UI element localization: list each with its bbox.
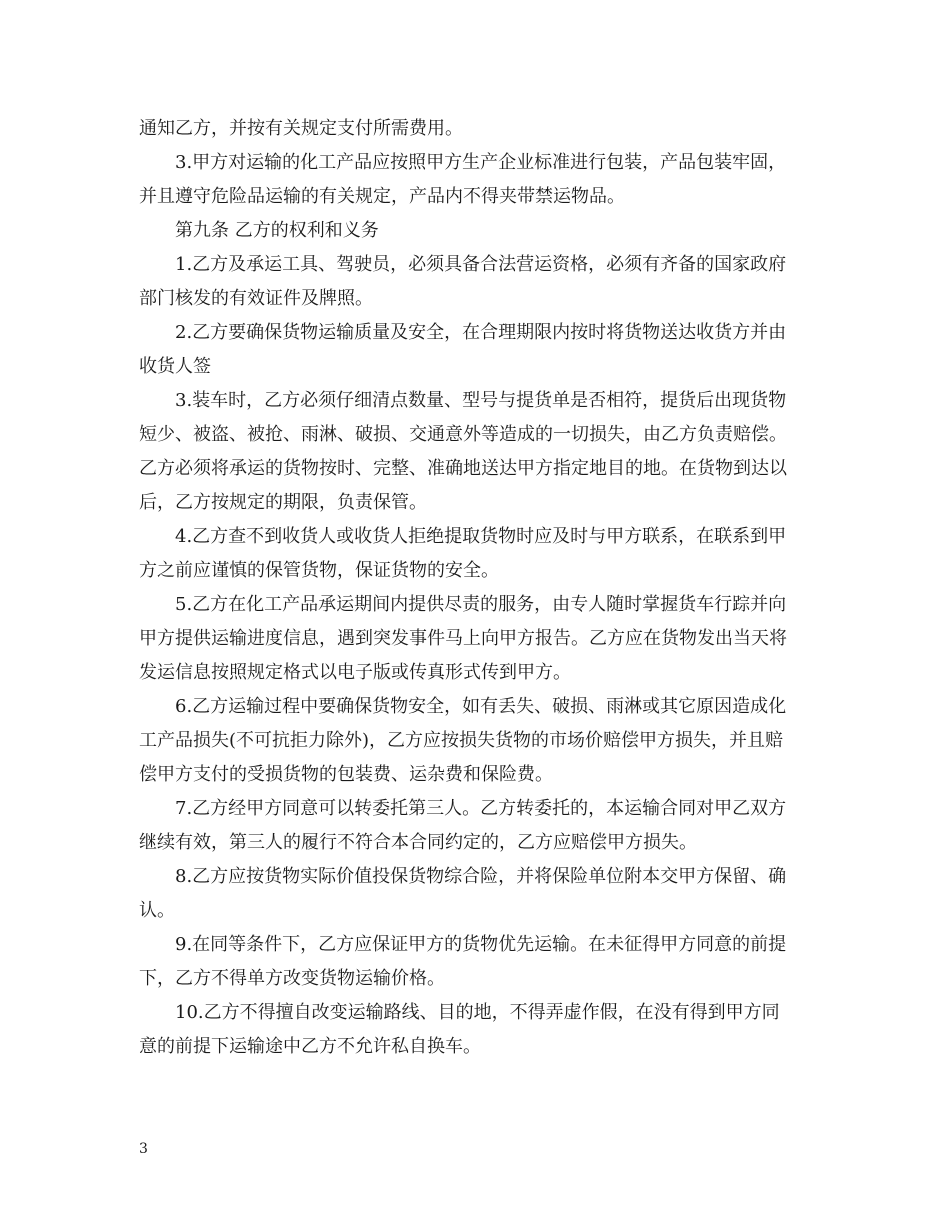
text-line: 方之前应谨慎的保管货物，保证货物的安全。 <box>139 560 499 581</box>
text-line: 收货人签 <box>139 356 211 377</box>
paragraph-clause-7 <box>139 792 814 860</box>
paragraph-fee-notice <box>139 112 814 146</box>
paragraph-clause-9 <box>139 928 814 996</box>
paragraph-clause-5 <box>139 588 814 690</box>
text-line: 3.甲方对运输的化工产品应按照甲方生产企业标准进行包装，产品包装牢固， <box>175 152 787 173</box>
text-line: 第九条 乙方的权利和义务 <box>175 220 379 241</box>
text-line: 2.乙方要确保货物运输质量及安全，在合理期限内按时将货物送达收货方并由 <box>175 322 787 343</box>
text-line: 7.乙方经甲方同意可以转委托第三人。乙方转委托的，本运输合同对甲乙双方 <box>175 798 787 819</box>
text-line: 1.乙方及承运工具、驾驶员，必须具备合法营运资格，必须有齐备的国家政府 <box>175 254 787 275</box>
text-line: 乙方必须将承运的货物按时、完整、准确地送达甲方指定地目的地。在货物到达以 <box>139 458 787 479</box>
text-line: 并且遵守危险品运输的有关规定，产品内不得夹带禁运物品。 <box>139 186 625 207</box>
text-line: 发运信息按照规定格式以电子版或传真形式传到甲方。 <box>139 662 571 683</box>
page-number: 3 <box>139 1141 148 1157</box>
text-line: 工产品损失(不可抗拒力除外)，乙方应按损失货物的市场价赔偿甲方损失，并且赔 <box>139 730 784 751</box>
document-body <box>139 112 814 1064</box>
text-line: 5.乙方在化工产品承运期间内提供尽责的服务，由专人随时掌握货车行踪并向 <box>175 594 787 615</box>
text-line: 9.在同等条件下，乙方应保证甲方的货物优先运输。在未征得甲方同意的前提 <box>175 934 787 955</box>
paragraph-clause-6 <box>139 690 814 792</box>
text-line: 6.乙方运输过程中要确保货物安全，如有丢失、破损、雨淋或其它原因造成化 <box>175 696 787 717</box>
text-line: 偿甲方支付的受损货物的包装费、运杂费和保险费。 <box>139 764 553 785</box>
text-line: 意的前提下运输途中乙方不允许私自换车。 <box>139 1036 481 1057</box>
paragraph-clause-8 <box>139 860 814 928</box>
paragraph-packaging <box>139 146 814 214</box>
text-line: 短少、被盗、被抢、雨淋、破损、交通意外等造成的一切损失，由乙方负责赔偿。 <box>139 424 787 445</box>
text-line: 10.乙方不得擅自改变运输路线、目的地，不得弄虚作假，在没有得到甲方同 <box>175 1002 780 1023</box>
text-line: 通知乙方，并按有关规定支付所需费用。 <box>139 118 463 139</box>
paragraph-clause-2 <box>139 316 814 384</box>
text-line: 甲方提供运输进度信息，遇到突发事件马上向甲方报告。乙方应在货物发出当天将 <box>139 628 787 649</box>
section-heading-article-9 <box>139 214 814 248</box>
text-line: 后，乙方按规定的期限，负责保管。 <box>139 492 427 513</box>
text-line: 继续有效，第三人的履行不符合本合同约定的，乙方应赔偿甲方损失。 <box>139 832 697 853</box>
paragraph-clause-10 <box>139 996 814 1064</box>
paragraph-clause-3 <box>139 384 814 520</box>
text-line: 部门核发的有效证件及牌照。 <box>139 288 373 309</box>
text-line: 认。 <box>139 900 175 921</box>
text-line: 4.乙方查不到收货人或收货人拒绝提取货物时应及时与甲方联系，在联系到甲 <box>175 526 787 547</box>
text-line: 3.装车时，乙方必须仔细清点数量、型号与提货单是否相符，提货后出现货物 <box>175 390 787 411</box>
text-line: 8.乙方应按货物实际价值投保货物综合险，并将保险单位附本交甲方保留、确 <box>175 866 787 887</box>
paragraph-clause-1 <box>139 248 814 316</box>
paragraph-clause-4 <box>139 520 814 588</box>
text-line: 下，乙方不得单方改变货物运输价格。 <box>139 968 445 989</box>
